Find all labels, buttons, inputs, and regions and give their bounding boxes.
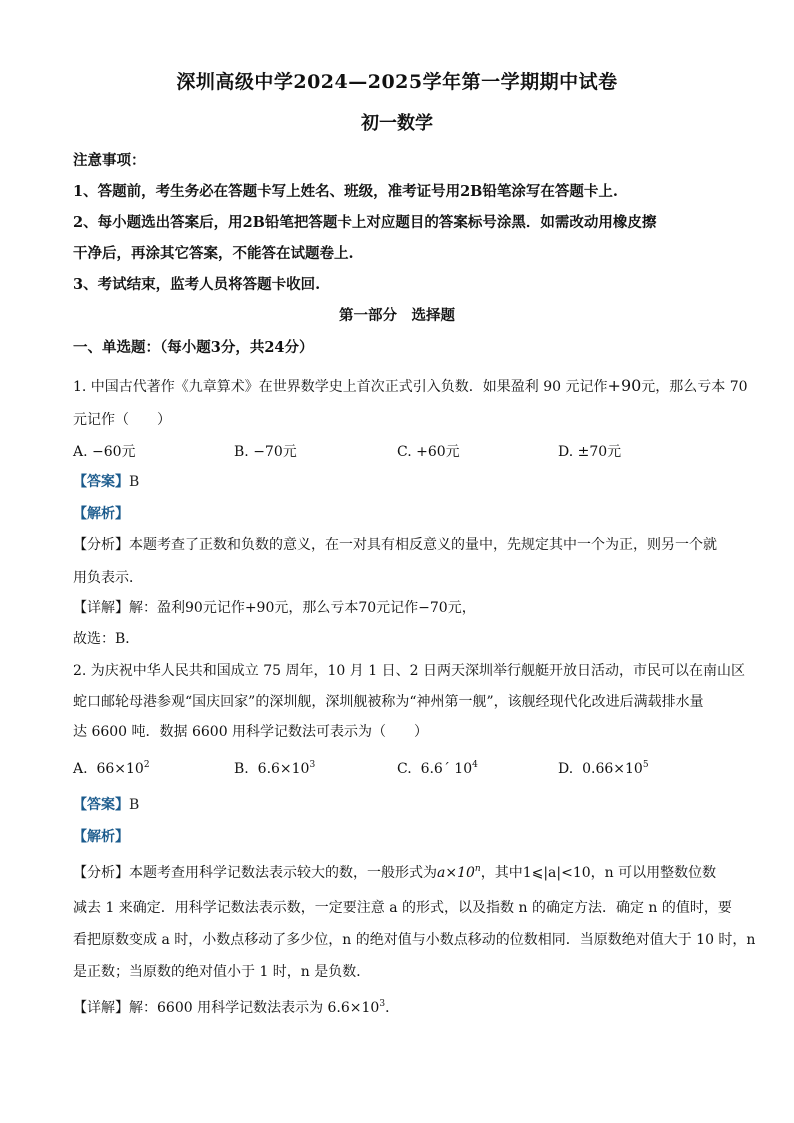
q2-option-a-label: A.: [73, 761, 88, 777]
notice-item-3: 3、考试结束，监考人员将答题卡收回.: [73, 276, 321, 293]
notice-heading: 注意事项：: [73, 152, 146, 169]
q2-stem-line-1: 2. 为庆祝中华人民共和国成立 75 周年，10 月 1 日、2 日两天深圳举行舰艇开放日活动，市民可以在南山区: [73, 663, 745, 679]
q1-choose-line: 故选：B．: [73, 631, 140, 647]
q2-analysis-tag-line: [73, 827, 129, 847]
q1-answer-value: B: [129, 474, 140, 490]
q2-fenxi-line-1: [73, 863, 716, 885]
q2-option-b: [234, 759, 315, 781]
q2-detail-tag: 【详解】: [73, 1000, 129, 1016]
q1-stem-text-a: 1. 中国古代著作《九章算术》在世界数学史上首次正式引入负数．如果盈利 90 元记作: [73, 379, 608, 395]
q1-stem-value: +90: [607, 376, 642, 395]
exam-title: 深圳高级中学2024—2025学年第一学期期中试卷: [176, 71, 618, 93]
q2-detail-text-a: 解：6600 用科学记数法表示为 6.6×10: [129, 1000, 380, 1016]
q2-option-c-exp: 4: [472, 760, 478, 770]
q2-fenxi-tag: 【分析】: [73, 865, 129, 881]
notice-item-2: 2、每小题选出答案后，用2B铅笔把答题卡上对应题目的答案标号涂黑．如需改动用橡皮擦: [73, 214, 657, 231]
q2-option-d: [558, 759, 649, 781]
q2-detail-exp: 3: [379, 999, 386, 1009]
q1-detail-tag: 【详解】: [73, 600, 129, 616]
q2-option-d-exp: 5: [642, 760, 649, 770]
q1-detail-text: 解：盈利90元记作+90元，那么亏本70元记作−70元，: [129, 600, 476, 616]
q2-fenxi-text-1c: ，其中1⩽|a|<10，n 可以用整数位数: [480, 865, 717, 881]
q2-detail-line: [73, 998, 399, 1020]
q2-fenxi-text-1a: 本题考查用科学记数法表示较大的数，一般形式为: [129, 865, 437, 881]
q1-fenxi-line-2: 用负表示．: [73, 570, 143, 586]
q1-analysis-tag: 【解析】: [73, 506, 129, 522]
exam-subtitle: 初一数学: [361, 113, 433, 134]
notice-item-2-cont: 干净后，再涂其它答案，不能答在试题卷上.: [73, 245, 354, 262]
q1-answer-tag: 【答案】: [73, 474, 129, 490]
q1-fenxi-text-1: 本题考查了正数和负数的意义，在一对具有相反意义的量中，先规定其中一个为正，则另一个就: [129, 537, 717, 553]
section-heading: 一、单选题：（每小题3分，共24分）: [73, 339, 314, 356]
q1-option-d: D. ±70元: [558, 444, 622, 460]
q1-stem-line-2: 元记作（ ）: [73, 412, 171, 428]
q2-analysis-tag: 【解析】: [73, 829, 129, 845]
q2-option-a: [73, 759, 150, 781]
q2-option-b-label: B.: [234, 761, 249, 777]
q2-stem-line-2: 蛇口邮轮母港参观“国庆回家”的深圳舰，深圳舰被称为“神州第一舰”，该舰经现代化改进后满载排水量: [73, 694, 704, 710]
q1-detail-line: [73, 598, 476, 618]
q2-option-b-exp: 3: [309, 760, 316, 770]
q2-option-a-text: 66×10: [96, 761, 144, 777]
q2-option-d-label: D.: [558, 761, 574, 777]
q2-option-c-label: C.: [397, 761, 412, 777]
part-heading: 第一部分 选择题: [339, 307, 455, 324]
q2-option-c-text: 6.6´ 10: [420, 761, 473, 777]
q1-fenxi-line-1: [73, 535, 717, 555]
q1-answer-line: [73, 472, 139, 492]
q1-stem-text-c: 元，那么亏本 70: [641, 379, 748, 395]
q1-option-c: C. +60元: [397, 444, 460, 460]
q2-answer-line: [73, 795, 139, 815]
q1-stem-line-1: [73, 376, 748, 397]
q1-analysis-tag-line: [73, 504, 129, 524]
q2-answer-value: B: [129, 797, 140, 813]
notice-item-1: 1、答题前，考生务必在答题卡写上姓名、班级，准考证号用2B铅笔涂写在答题卡上.: [73, 183, 618, 200]
q2-detail-text-b: ．: [385, 1000, 400, 1016]
q2-fenxi-line-3: 看把原数变成 a 时，小数点移动了多少位，n 的绝对值与小数点移动的位数相同．当原数绝对值大于 10 时，n: [73, 932, 756, 948]
q2-option-c: [397, 759, 478, 781]
q1-option-b: B. −70元: [234, 444, 297, 460]
q2-fenxi-line-2: 减去 1 来确定．用科学记数法表示数，一定要注意 a 的形式，以及指数 n 的确定方法．确定 n 的值时，要: [73, 900, 732, 916]
q1-fenxi-tag: 【分析】: [73, 537, 129, 553]
q2-answer-tag: 【答案】: [73, 797, 129, 813]
q2-option-d-text: 0.66×10: [582, 761, 643, 777]
q1-option-a: A. −60元: [73, 444, 136, 460]
q2-fenxi-formula-exp: n: [474, 864, 481, 874]
q2-fenxi-formula: a×10: [437, 865, 475, 881]
q2-stem-line-3: 达 6600 吨．数据 6600 用科学记数法可表示为（ ）: [73, 724, 429, 740]
q2-option-b-text: 6.6×10: [257, 761, 310, 777]
q2-fenxi-line-4: 是正数；当原数的绝对值小于 1 时，n 是负数．: [73, 964, 371, 980]
q2-option-a-exp: 2: [143, 760, 150, 770]
